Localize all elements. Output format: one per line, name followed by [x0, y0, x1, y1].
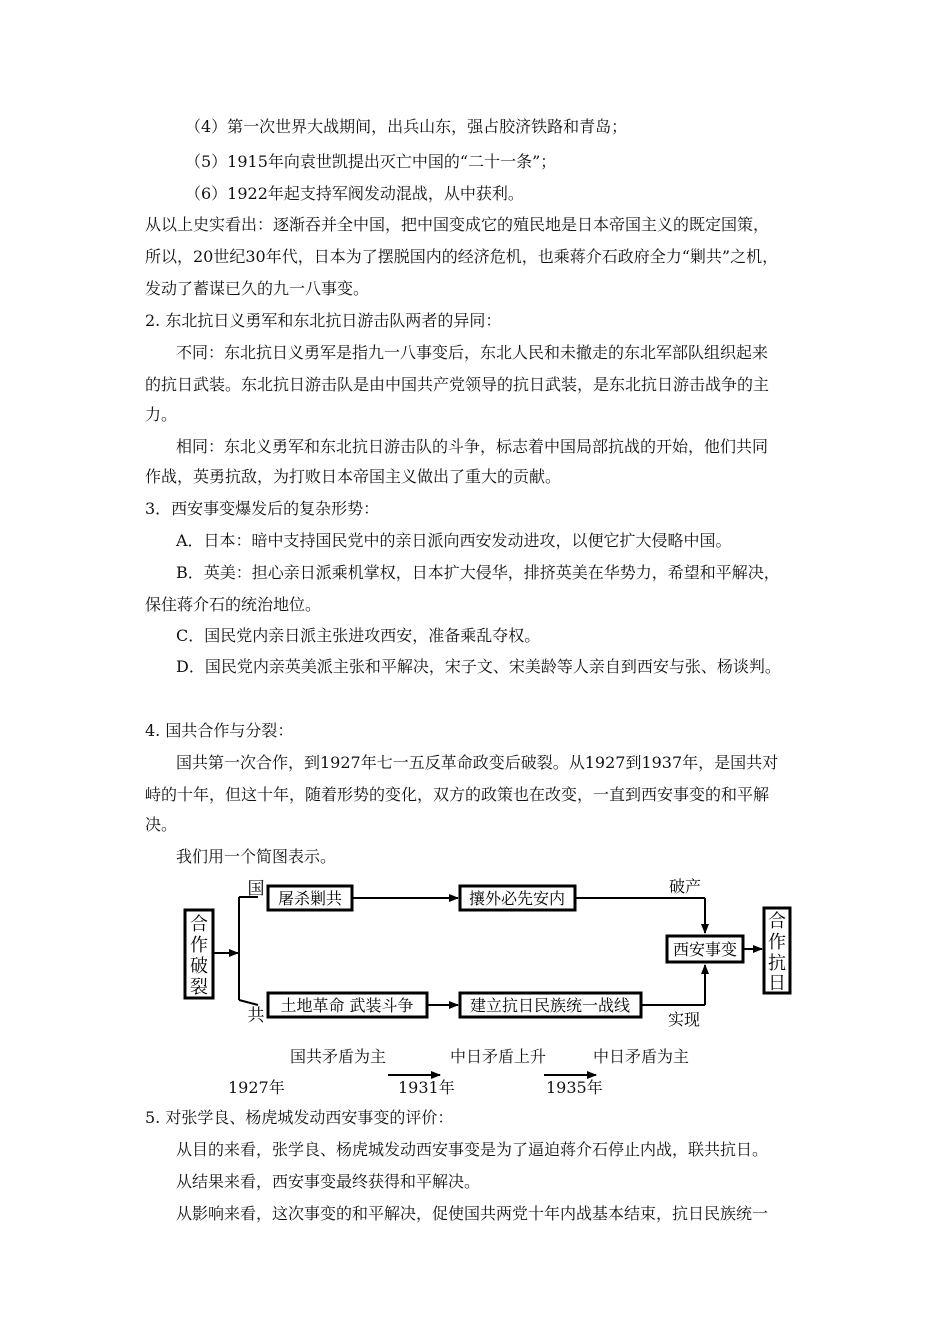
evaluation-purpose: 从目的来看，张学良、杨虎城发动西安事变是为了逼迫蒋介石停止内战，联共抗日。 [176, 1140, 769, 1159]
item-4: （4）第一次世界大战期间，出兵山东，强占胶济铁路和青岛； [185, 117, 628, 136]
situation-b-line-1: B．英美：担心亲日派乘机掌权，日本扩大侵华，排挤英美在华势力，希望和平解决， [176, 563, 780, 582]
diagram-intro: 我们用一个简图表示。 [176, 847, 337, 866]
evaluation-result: 从结果来看，西安事变最终获得和平解决。 [176, 1172, 481, 1191]
label-guo: 国 [247, 879, 265, 899]
label-shixian: 实现 [667, 1010, 701, 1029]
resist-box [764, 908, 790, 994]
same-line-2: 作战，英勇抗敌，为打败日本帝国主义做出了重大的贡献。 [145, 467, 562, 486]
split-box [185, 910, 213, 998]
split-char-4: 裂 [190, 977, 208, 998]
resist-char-3: 抗 [768, 953, 786, 974]
section-4-heading: 4. 国共合作与分裂： [145, 721, 294, 740]
diff-line-1: 不同：东北抗日义勇军是指九一八事变后，东北人民和未撤走的东北军部队组织起来 [176, 343, 769, 362]
diff-line-3: 力。 [145, 405, 178, 424]
para-line-1: 国共第一次合作，到1927年七一五反革命政变后破裂。从1927到1937年，是国共对 [176, 753, 779, 772]
resist-char-1: 合 [768, 911, 786, 932]
para-line-3: 决。 [145, 815, 178, 834]
box-united-front-text: 建立抗日民族统一战线 [469, 996, 631, 1015]
resist-char-4: 日 [768, 973, 786, 994]
para-line-2: 峙的十年，但这十年，随着形势的变化，双方的政策也在改变，一直到西安事变的和平解 [145, 785, 770, 804]
box-land-revolution-text: 土地革命 武装斗争 [280, 996, 414, 1015]
situation-a: A．日本：暗中支持国民党中的亲日派向西安发动进攻，以便它扩大侵略中国。 [176, 531, 732, 550]
label-gong: 共 [247, 1006, 265, 1026]
label-pochan: 破产 [668, 877, 702, 896]
situation-c: C．国民党内亲日派主张进攻西安，准备乘乱夺权。 [176, 626, 541, 645]
section-2-heading: 2. 东北抗日义勇军和东北抗日游击队两者的异同： [145, 311, 502, 330]
evaluation-impact: 从影响来看，这次事变的和平解决，促使国共两党十年内战基本结束，抗日民族统一 [176, 1204, 769, 1223]
diff-line-2: 的抗日武装。东北抗日游击队是由中国共产党领导的抗日武装，是东北抗日游击战争的主 [145, 375, 770, 394]
same-line-1: 相同：东北义勇军和东北抗日游击队的斗争，标志着中国局部抗战的开始，他们共同 [176, 437, 769, 456]
split-char-3: 破 [190, 956, 208, 977]
section-3-heading: 3．西安事变爆发后的复杂形势： [145, 499, 380, 518]
summary-line-1: 从以上史实看出：逐渐吞并全中国，把中国变成它的殖民地是日本帝国主义的既定国策， [145, 215, 770, 234]
year-1927: 1927年 [228, 1078, 285, 1097]
phase-1: 国共矛盾为主 [290, 1047, 387, 1066]
item-6: （6）1922年起支持军阀发动混战，从中获利。 [185, 184, 524, 203]
branch-bottom [239, 1000, 258, 1005]
item-5: （5）1915年向袁世凯提出灭亡中国的“二十一条”； [185, 152, 557, 171]
box-rangwai-text: 攘外必先安内 [468, 889, 566, 908]
box-massacre-text: 屠杀剿共 [277, 889, 343, 908]
split-char-1: 合 [190, 914, 208, 935]
phase-2: 中日矛盾上升 [450, 1047, 547, 1066]
box-xian-text: 西安事变 [672, 940, 738, 959]
year-1931: 1931年 [398, 1078, 455, 1097]
situation-d: D．国民党内亲英美派主张和平解决，宋子文、宋美龄等人亲自到西安与张、杨谈判。 [176, 657, 781, 676]
year-1935: 1935年 [546, 1078, 603, 1097]
situation-b-line-2: 保住蒋介石的统治地位。 [145, 595, 322, 614]
resist-char-2: 作 [768, 932, 786, 953]
phase-3: 中日矛盾为主 [593, 1047, 690, 1066]
section-5-heading: 5. 对张学良、杨虎城发动西安事变的评价： [145, 1108, 454, 1127]
summary-line-2: 所以，20世纪30年代，日本为了摆脱国内的经济危机，也乘蒋介石政府全力“剿共”之机， [145, 247, 779, 266]
split-char-2: 作 [190, 935, 208, 956]
summary-line-3: 发动了蓄谋已久的九一八事变。 [145, 279, 370, 298]
